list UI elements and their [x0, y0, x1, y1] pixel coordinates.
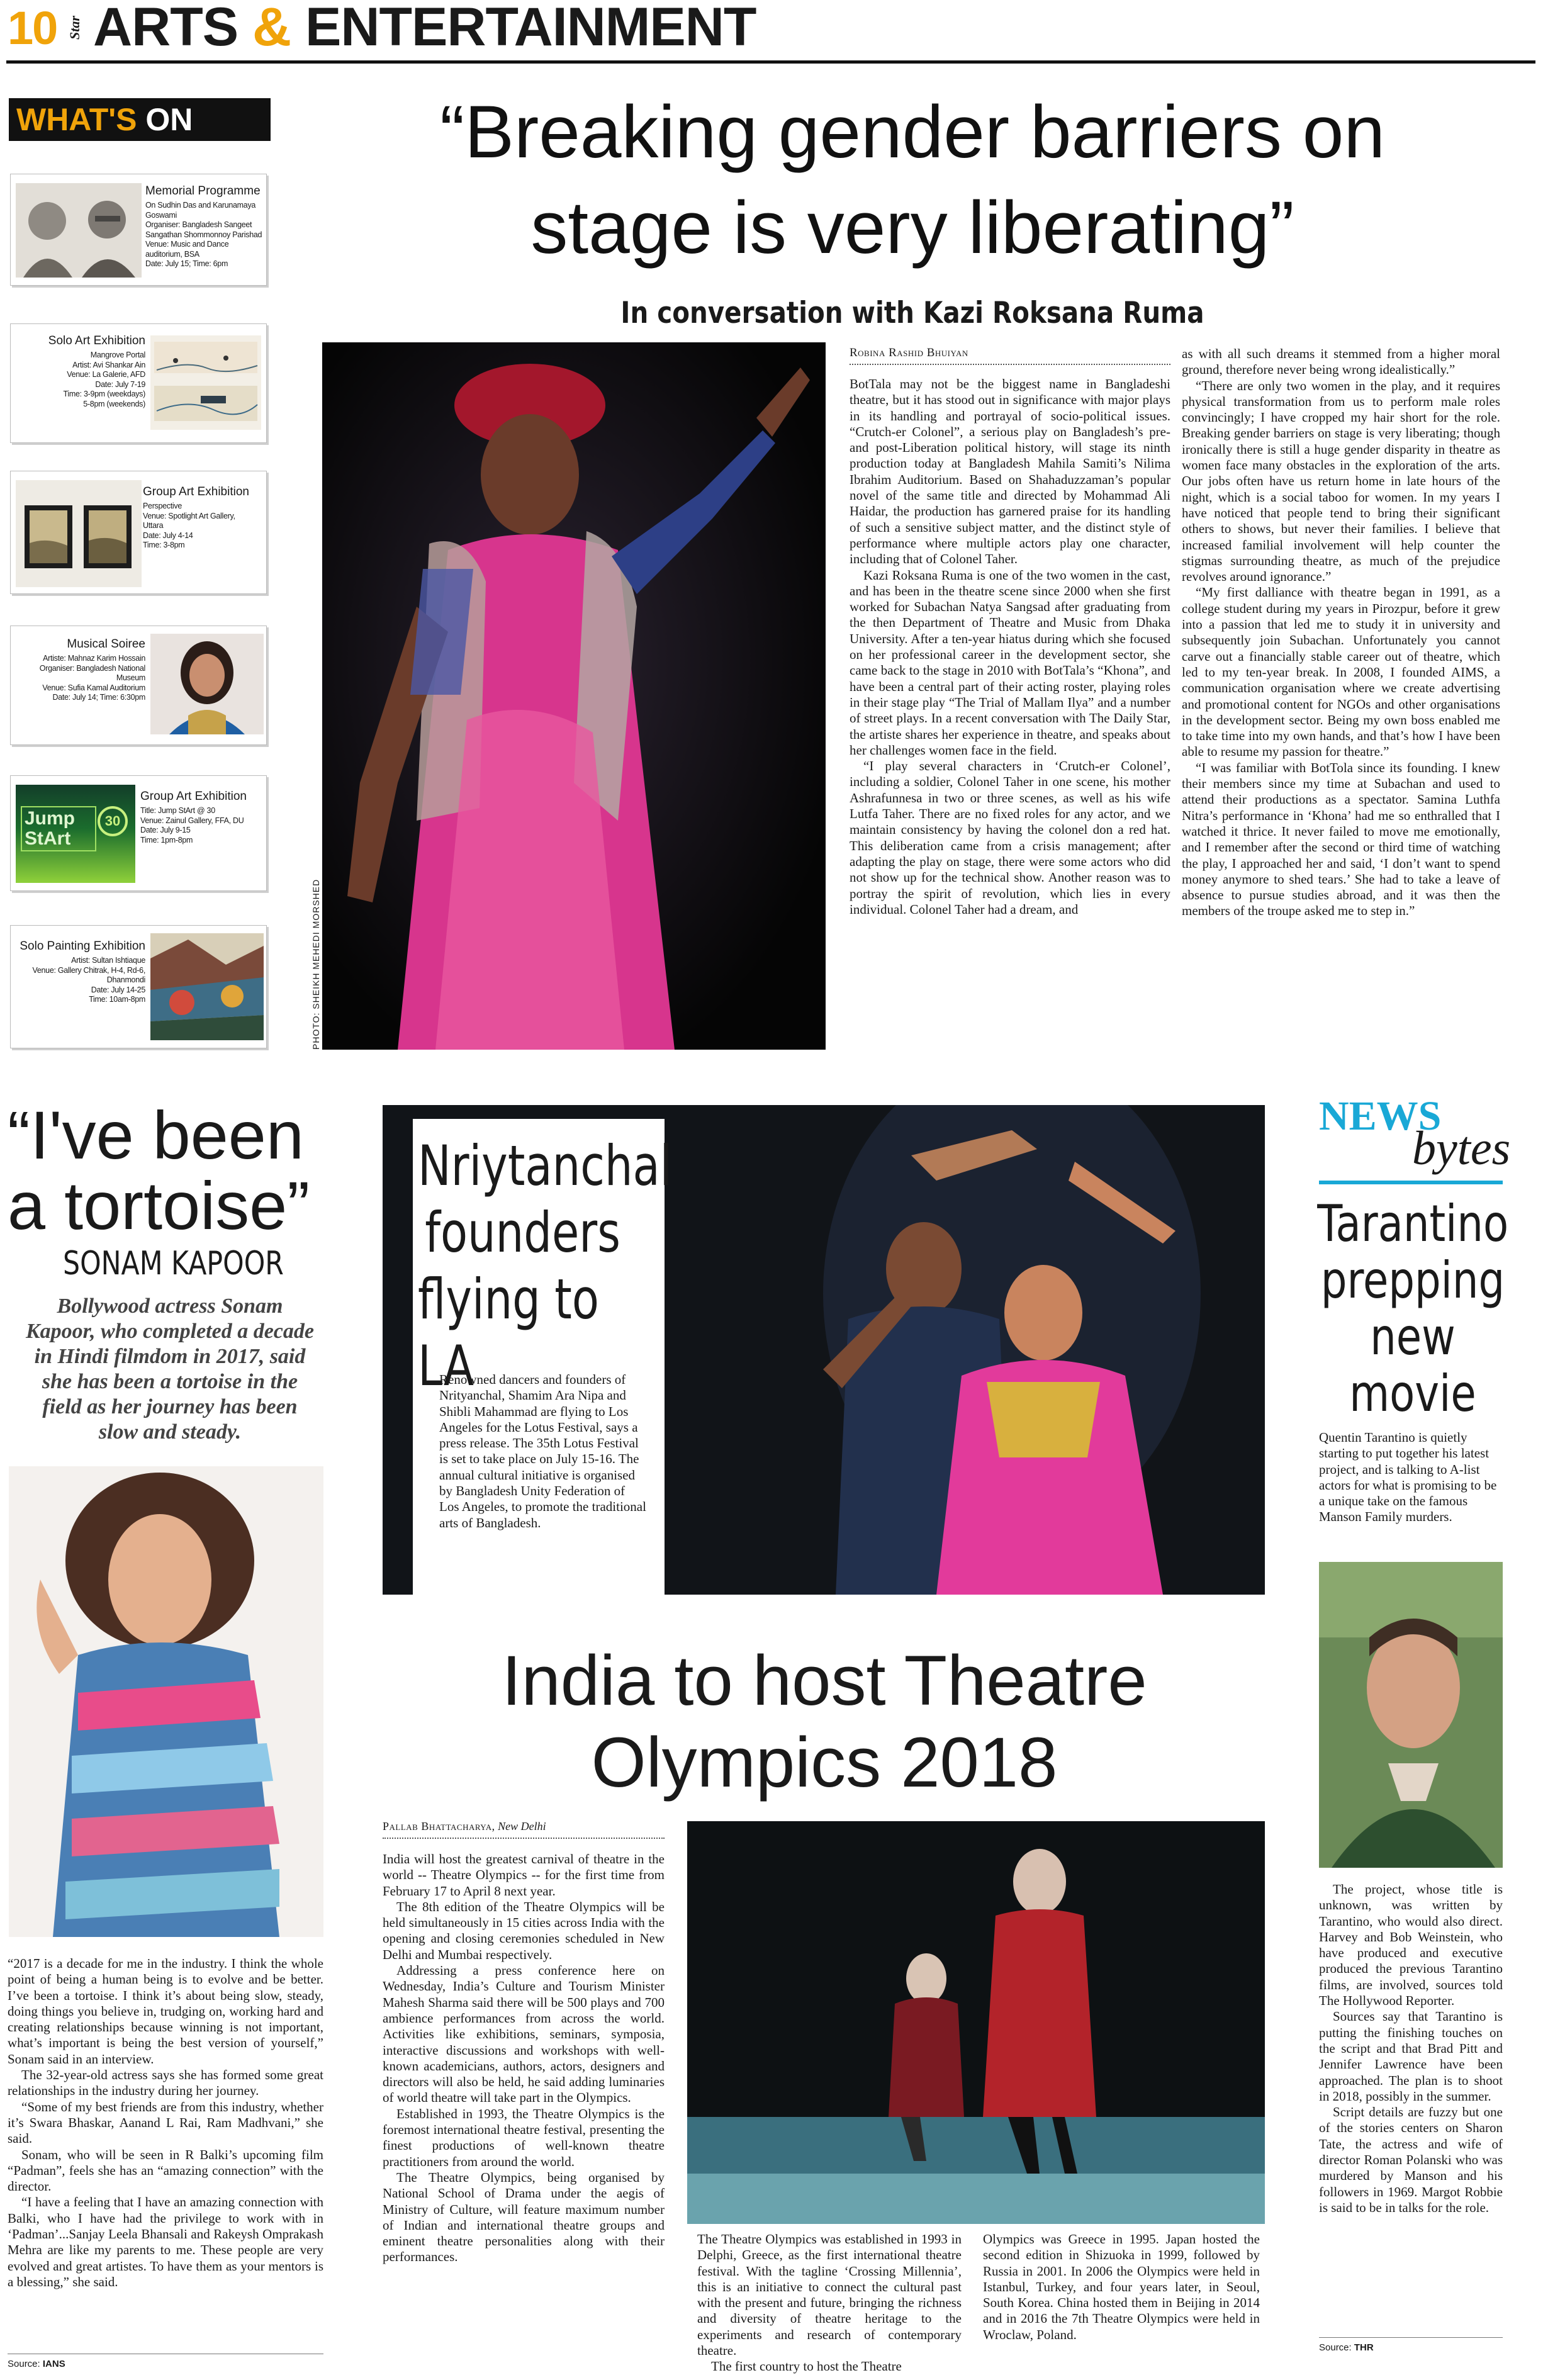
- lead-column-2: [1182, 346, 1500, 919]
- detail-line: Date: July 9-15: [140, 826, 191, 834]
- lead-subhead: In conversation with Kazi Roksana Ruma: [620, 296, 1204, 330]
- nriytanchal-headline-line2: founders: [425, 1200, 620, 1265]
- nriytanchal-body: Renowned dancers and founders of Nrityanchal, Shamim Ara Nipa and Shibli Mahammad are flying to Los Angeles for the Lotus Festival, says a press release. The 35th Lotus Festival is set to take place on July 15-16. The annual cultural initiative is organised by Bangladesh Unity Federation of Los Angeles, to promote the traditional arts of Bangladesh.: [439, 1372, 646, 1530]
- paragraph: “My first dalliance with theatre began in 1991, as a college student during my years in Pirozpur, before it grew into a passion that led me to study it in university and subsequently join Subachan. Unfortunately you cannot carve out a financially stable career out of theatre, which led to my ten-year break. In 2008, I founded AIMS, a communication organisation where we create advertising and promotional content for NGOs and other organisations in the development sector. Being my own boss enabled me to take time into my own hands, and that’s how I have been able to resume my passion for theatre.”: [1182, 585, 1500, 760]
- detail-line: Venue: La Galerie, AFD: [67, 370, 145, 379]
- newsbytes-rule: [1319, 1181, 1503, 1184]
- lead-headline-line1: “Breaking gender barriers on: [439, 91, 1386, 174]
- memorial-photo: [16, 183, 142, 278]
- source-label: Source:: [1319, 2342, 1352, 2353]
- byline-divider: [850, 364, 1170, 365]
- lead-headline: [302, 84, 1523, 276]
- detail-line: Time: 3-8pm: [143, 541, 185, 549]
- poster-text: Jump StArt: [21, 806, 96, 851]
- lead-headline-line2: stage is very liberating”: [530, 186, 1294, 269]
- detail-line: Venue: Zainul Gallery, FFA, DU: [140, 816, 244, 825]
- detail-line: Date: July 14; Time: 6:30pm: [52, 693, 145, 702]
- source-value: THR: [1354, 2342, 1374, 2353]
- detail-line: Organiser: Bangladesh National: [39, 663, 145, 673]
- paragraph: The Theatre Olympics, being organised by National School of Drama under the aegis of Ministry of Culture, will feature maximum number of Indian and international theatre groups and eminent theatre personalities along with their performances.: [383, 2169, 665, 2265]
- group-art-frames: [16, 480, 142, 587]
- paragraph: Sources say that Tarantino is putting the finishing touches on the script and that Brad Pitt and Jennifer Lawrence have been approached. The plan is to shoot in 2018, possibly in the summer.: [1319, 2009, 1503, 2104]
- detail-line: Date: July 7-19: [95, 379, 145, 389]
- detail-line: Venue: Music and Dance auditorium, BSA: [145, 240, 229, 259]
- paragraph: Established in 1993, the Theatre Olympics is the foremost international theatre festival, presenting the finest productions of well-known theatre practitioners from around the world.: [383, 2106, 665, 2169]
- colorful-painting: [150, 933, 264, 1040]
- paragraph: The 8th edition of the Theatre Olympics will be held simultaneously in 15 cities across India with the opening and closing ceremonies scheduled in New Delhi and Mumbai respectively.: [383, 1899, 665, 1962]
- detail-line: Uttara: [143, 521, 164, 530]
- theatre-headline-line2: Olympics 2018: [591, 1723, 1058, 1802]
- detail-line: Sangathan Shommonnoy Parishad: [145, 230, 262, 239]
- sonam-name: SONAM KAPOOR: [63, 1245, 284, 1283]
- tarantino-photo: [1319, 1562, 1503, 1868]
- item-details: [143, 502, 265, 551]
- poster-number: 30: [98, 806, 128, 836]
- whats-on-label: WHAT'S: [16, 102, 137, 137]
- sonam-headline: [8, 1097, 335, 1243]
- section-title-entertainment: ENTERTAINMENT: [305, 0, 756, 57]
- detail-line: Date: July 14-25: [91, 985, 145, 994]
- detail-line: Museum: [116, 673, 145, 682]
- lead-column-1: [850, 376, 1170, 918]
- detail-line: Perspective: [143, 502, 182, 510]
- item-title: Memorial Programme: [145, 184, 261, 198]
- masthead-rule: [6, 60, 1535, 64]
- paragraph: “2017 is a decade for me in the industry. I think the whole point of being a human being is to evolve and be better. I’ve been a tortoise. I think it’s about being slow, steady, doing things you believe in, trudging on, working hard and creating relationships because winning is not important, what’s important is being the best version of yourself,” Sonam said in an interview.: [8, 1956, 323, 2067]
- paragraph: “There are only two women in the play, and it requires physical transformation from us to perform male roles convincingly; I have cropped my hair short for the role. Breaking gender barriers on stage is very liberating; though ironically there is still a huge gender disparity in theatre as women face many obstacles in the exploration of the arts. Our jobs often have us return home in late hours of the night, which is a social taboo for women. In my years I have noticed that people tend to bring their significant others to shows, but never their families. I believe that increased familial involvement will help counter the stigmas surrounding theatre, as much of the prejudice revolves around ignorance.”: [1182, 378, 1500, 585]
- detail-line: Venue: Gallery Chitrak, H-4, Rd-6,: [32, 965, 145, 975]
- photo-credit: PHOTO: SHEIKH MEHEDI MORSHED: [311, 878, 321, 1050]
- section-title: [93, 0, 756, 59]
- tarantino-source: [1319, 2342, 1374, 2353]
- whats-on-item: [10, 925, 267, 1048]
- detail-line: Venue: Spotlight Art Gallery,: [143, 511, 235, 520]
- detail-line: Time: 10am-8pm: [89, 995, 145, 1004]
- detail-line: Time: 1pm-8pm: [140, 835, 193, 845]
- whats-on-header: [9, 98, 271, 141]
- theatre-byline-divider: [383, 1838, 665, 1839]
- detail-line: Artiste: Mahnaz Karim Hossain: [43, 654, 145, 663]
- sonam-intro: Bollywood actress Sonam Kapoor, who completed a decade in Hindi filmdom in 2017, said she has been a tortoise in the field as her journey has been slow and steady.: [25, 1294, 314, 1444]
- mangrove-painting: [150, 335, 261, 430]
- section-title-ampersand: &: [252, 0, 291, 57]
- item-title: Solo Art Exhibition: [48, 334, 145, 347]
- paragraph: The 32-year-old actress says she has formed some great relationships in the industry during her journey.: [8, 2067, 323, 2099]
- nriytanchal-headline-line1: Nriytanchal: [418, 1133, 673, 1198]
- theatre-headline-line1: India to host Theatre: [502, 1641, 1147, 1720]
- tarantino-body: [1319, 1882, 1503, 2216]
- sonam-source: [8, 2359, 65, 2369]
- headline-line: movie: [1349, 1364, 1476, 1423]
- detail-line: Organiser: Bangladesh Sangeet: [145, 220, 252, 229]
- detail-line: Time: 3-9pm (weekdays): [63, 390, 145, 398]
- item-details: [13, 351, 145, 409]
- nriytanchal-headline-line3: flying to LA: [418, 1267, 599, 1398]
- newsbytes-news: NEWS: [1319, 1093, 1442, 1139]
- paragraph: “I was familiar with BotTola since its founding. I knew their members since my time at Subachan and used to attend their productions as a spectator. Samina Luthfa Nitra’s performance in ‘Khona’ had me so enthralled that I watched it thrice. It never failed to move me emotionally, and I remember after the second or third time of watching the play, I approached her and said, ‘I don’t want to spend money anymore to shed tears.’ She had to take a leave of absence to pursue studies abroad, and it was then the members of the troupe asked me to step in.”: [1182, 760, 1500, 919]
- paragraph: Kazi Roksana Ruma is one of the two women in the cast, and has been in the theatre scene since 2000 when she first worked for Subachan Natya Sangsad after graduating from the then Department of Theatre and Music from Dhaka University. After a ten-year hiatus during which she focused on her professional career in the development sector, she came back to the stage in 2010 with BotTala’s “Khona”, and have been a central part of their acting roster, playing roles in their stage play “The Trial of Mallam Ilya” and a number of street plays. In a recent conversation with The Daily Star, the artiste shares her experience in theatre, and speaks about her challenges women face in the field.: [850, 567, 1170, 758]
- detail-line: Mangrove Portal: [90, 351, 145, 359]
- theatre-headline: [352, 1640, 1296, 1804]
- item-title: Musical Soiree: [67, 637, 145, 651]
- lead-photo: [322, 342, 826, 1050]
- whats-on-item: [10, 323, 267, 443]
- paragraph: BotTala may not be the biggest name in Bangladeshi theatre, but it has stood out in significance with major plays in its handling and portrayal of socio-political issues. “Crutch-er Colonel”, a serious play on Bangladesh’s pre- and post-Liberation political history, will stage its ninth production today at Bangladesh Mahila Samiti’s Nilima Ibrahim Auditorium. Based on Shahaduzzaman’s popular novel of the same title and directed by Mohammad Ali Haidar, the production has garnered praise for its handling of such a sensitive subject matter, and the distinct style of performance where multiple actors play one character, including that of Colonel Taher.: [850, 376, 1170, 567]
- byline-place: New Delhi: [498, 1820, 546, 1833]
- headline-line: prepping: [1320, 1251, 1505, 1310]
- sonam-photo: [9, 1466, 323, 1937]
- headline-line: new: [1370, 1308, 1456, 1366]
- paragraph: Addressing a press conference here on Wednesday, India’s Culture and Tourism Minister Mahesh Sharma said there will be 500 plays and 700 ambience performances from across the world. Activities like exhibitions, seminars, symposia, interactive discussions and workshops with well-known academicians, authors, actors, designers and directors will also be held, he said adding luminaries of world theatre will take part in the Olympics.: [383, 1963, 665, 2106]
- theatre-byline: [383, 1820, 546, 1833]
- item-details: [145, 201, 265, 269]
- whats-on-item: [10, 174, 267, 286]
- page-number: 10: [8, 2, 57, 54]
- sonam-body: [8, 1956, 323, 2290]
- byline-name: Pallab Bhattacharya,: [383, 1820, 495, 1833]
- detail-line: 5-8pm (weekends): [83, 399, 145, 408]
- theatre-column-2: [697, 2231, 962, 2375]
- item-title: Group Art Exhibition: [143, 485, 249, 498]
- masthead: [0, 0, 1543, 63]
- detail-line: Dhanmondi: [106, 975, 145, 984]
- paragraph: The first country to host the Theatre: [711, 2359, 902, 2374]
- paragraph: India will host the greatest carnival of theatre in the world -- Theatre Olympics -- for the first time from February 17 to April 8 next year.: [383, 1851, 665, 1899]
- paragraph: “Some of my best friends are from this industry, whether it’s Swara Bhaskar, Aanand L Rai, Ram Madhvani,” she said.: [8, 2099, 323, 2147]
- star-logo: Star: [67, 16, 82, 40]
- detail-line: Venue: Sufia Kamal Auditorium: [42, 683, 145, 692]
- theatre-column-3: [983, 2231, 1260, 2343]
- item-details: [13, 654, 145, 703]
- sonam-headline-line2: a tortoise”: [8, 1167, 310, 1243]
- source-value: IANS: [42, 2359, 65, 2369]
- tarantino-headline: [1296, 1196, 1529, 1422]
- whats-on-item: [10, 471, 267, 594]
- whats-on-item: [10, 775, 267, 891]
- paragraph: Olympics was Greece in 1995. Japan hosted the second edition in Shizuoka in 1999, followed by Russia in 2001. In 2006 the Olympics were held in Istanbul, Turkey, and four years later, in Seoul, South Korea. China hosted them in Beijing in 2014 and in 2016 the 7th Theatre Olympics were held in Wroclaw, Poland.: [983, 2231, 1260, 2342]
- theatre-column-1: [383, 1851, 665, 2265]
- headline-line: Tarantino: [1317, 1194, 1509, 1253]
- source-label: Source:: [8, 2359, 40, 2369]
- theatre-photo: [687, 1821, 1265, 2224]
- item-details: [140, 806, 265, 845]
- detail-line: Title: Jump StArt @ 30: [140, 806, 215, 815]
- jump-start-poster: [16, 785, 135, 883]
- detail-line: On Sudhin Das and Karunamaya: [145, 201, 256, 210]
- singer-portrait: [150, 634, 264, 734]
- paragraph: The Theatre Olympics was established in 1993 in Delphi, Greece, as the first international theatre festival. With the tagline ‘Crossing Millennia’, this is an initiative to connect the cultural past with the present and future, bringing the richness and diversity of theatre heritage to the experiments and research of contemporary theatre.: [697, 2231, 962, 2359]
- newsbytes-bytes: bytes: [1412, 1122, 1511, 1175]
- paragraph: “I have a feeling that I have an amazing connection with Balki, who I have had the privilege to work with in ‘Padman’...Sanjay Leela Bhansali and Rakeysh Omprakash Mehra are like my parents to me. These people are very evolved and great artistes. To have them as your mentors is a blessing,” she said.: [8, 2194, 323, 2289]
- item-title: Group Art Exhibition: [140, 790, 247, 803]
- item-title: Solo Painting Exhibition: [20, 940, 145, 953]
- item-details: [13, 956, 145, 1005]
- paragraph: as with all such dreams it stemmed from a higher moral ground, therefore never being wrong idealistically.”: [1182, 346, 1500, 378]
- paragraph: Sonam, who will be seen in R Balki’s upcoming film “Padman”, feels she has an “amazing connection” with the director.: [8, 2147, 323, 2194]
- paragraph: Script details are fuzzy but one of the stories centers on Sharon Tate, the actress and wife of director Roman Polanski who was murdered by Manson and his followers in 1969. Margot Robbie is said to be in talks for the role.: [1319, 2104, 1503, 2215]
- paragraph: The project, whose title is unknown, was written by Tarantino, who would also direct. Harvey and Bob Weinstein, who have produced and executive produced the previous Tarantino films, are involved, sources told The Hollywood Reporter.: [1319, 1882, 1503, 2009]
- detail-line: Artist: Sultan Ishtiaque: [71, 956, 145, 965]
- whats-on-item: [10, 626, 267, 745]
- detail-line: Date: July 4-14: [143, 530, 193, 540]
- detail-line: Date: July 15; Time: 6pm: [145, 259, 228, 268]
- detail-line: Artist: Avi Shankar Ain: [72, 360, 145, 369]
- sonam-headline-line1: “I've been: [8, 1097, 304, 1173]
- nriytanchal-headline: [418, 1133, 673, 1400]
- tarantino-source-divider: [1319, 2337, 1503, 2338]
- section-title-arts: ARTS: [93, 0, 238, 57]
- paragraph: “I play several characters in ‘Crutch-er Colonel’, including a soldier, Colonel Taher in one scene, his mother Ashrafunnesa in two or three scenes, as well as his wife Lutfa Taher. There are no fixed roles for any actor, and we maintain consistency by having the colonel don a red hat. This deliberation came from a crisis management; after adapting the play on stage, there were some actors who did not show up for the technical show. Another reason was to portray the spirit of revolution, which lies in every individual. Colonel Taher had a dream, and: [850, 758, 1170, 917]
- tarantino-intro: Quentin Tarantino is quietly starting to put together his latest project, and is talking to A-list actors for what is promising to be a unique take on the famous Manson Family murders.: [1319, 1430, 1497, 1525]
- on-label: ON: [145, 102, 193, 137]
- lead-byline: Robina Rashid Bhuiyan: [850, 346, 968, 359]
- detail-line: Goswami: [145, 210, 177, 220]
